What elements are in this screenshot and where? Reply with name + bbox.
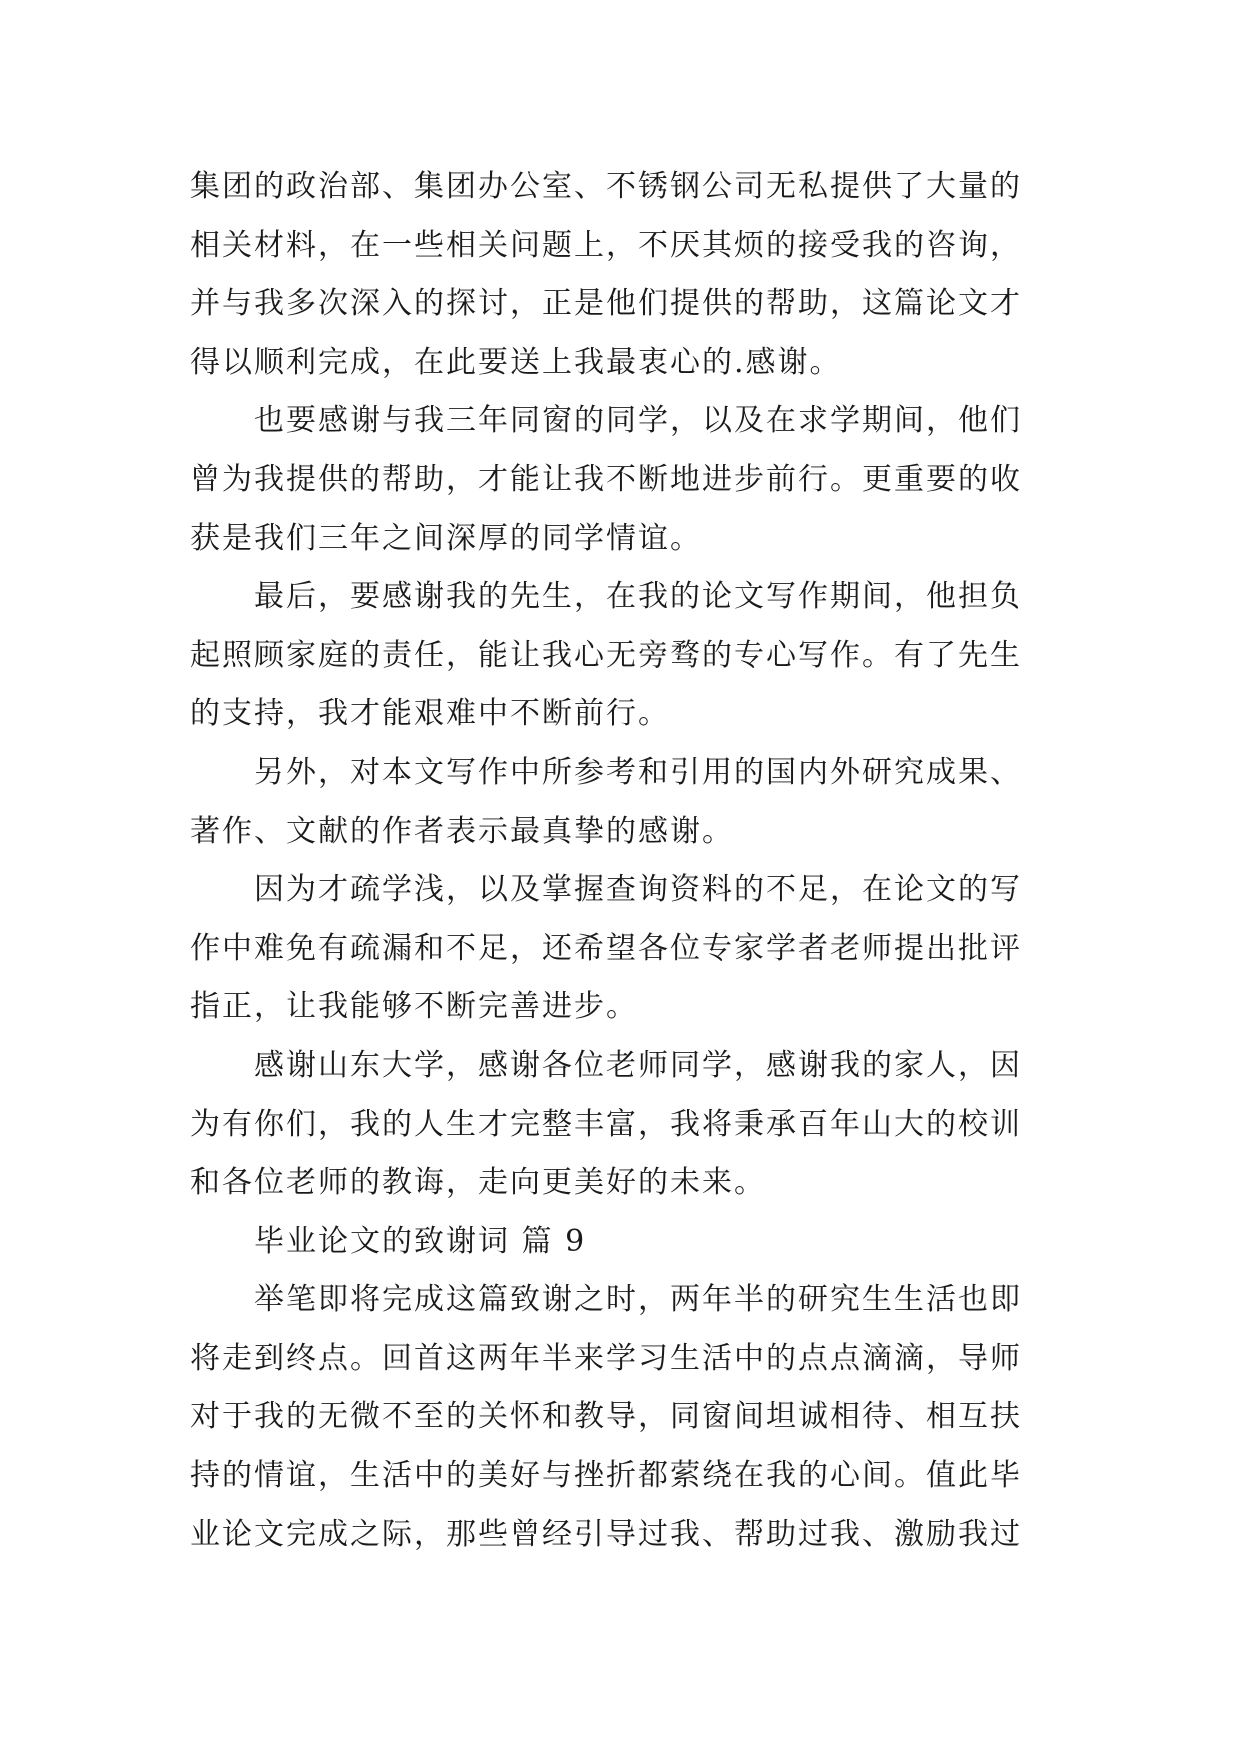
section-heading: 毕业论文的致谢词 篇 9: [254, 1223, 587, 1259]
paragraph-start-line: 举笔即将完成这篇致谢之时，两年半的研究生生活也即: [254, 1282, 1022, 1318]
text-line: 起照顾家庭的责任，能让我心无旁骛的专心写作。有了先生: [190, 637, 1022, 673]
paragraph-start-line: 另外，对本文写作中所参考和引用的国内外研究成果、: [254, 754, 1022, 790]
text-line: 持的情谊，生活中的美好与挫折都萦绕在我的心间。值此毕: [190, 1458, 1022, 1494]
text-line: 获是我们三年之间深厚的同学情谊。: [190, 520, 702, 556]
text-line: 为有你们，我的人生才完整丰富，我将秉承百年山大的校训: [190, 1106, 1022, 1142]
paragraph-start-line: 也要感谢与我三年同窗的同学，以及在求学期间，他们: [254, 403, 1022, 439]
text-line: 指正，让我能够不断完善进步。: [190, 989, 638, 1025]
text-line: 相关材料，在一些相关问题上，不厌其烦的接受我的咨询，: [190, 227, 1022, 263]
text-line: 曾为我提供的帮助，才能让我不断地进步前行。更重要的收: [190, 461, 1022, 497]
paragraph-start-line: 感谢山东大学，感谢各位老师同学，感谢我的家人，因: [254, 1047, 1022, 1083]
text-line: 著作、文献的作者表示最真挚的感谢。: [190, 813, 734, 849]
text-line: 将走到终点。回首这两年半来学习生活中的点点滴滴，导师: [190, 1340, 1022, 1376]
text-line: 和各位老师的教诲，走向更美好的未来。: [190, 1165, 766, 1201]
body-text: [190, 158, 1050, 1564]
paragraph-start-line: 因为才疏学浅，以及掌握查询资料的不足，在论文的写: [254, 872, 1022, 908]
text-line: 业论文完成之际，那些曾经引导过我、帮助过我、激励我过: [190, 1516, 1022, 1552]
text-line: 并与我多次深入的探讨，正是他们提供的帮助，这篇论文才: [190, 286, 1022, 322]
text-line: 集团的政治部、集团办公室、不锈钢公司无私提供了大量的: [190, 169, 1022, 204]
text-line: 得以顺利完成，在此要送上我最衷心的.感谢。: [190, 344, 842, 380]
paragraph-start-line: 最后，要感谢我的先生，在我的论文写作期间，他担负: [254, 579, 1022, 615]
text-line: 对于我的无微不至的关怀和教导，同窗间坦诚相待、相互扶: [190, 1399, 1022, 1435]
text-line: 的支持，我才能艰难中不断前行。: [190, 696, 670, 732]
text-line: 作中难免有疏漏和不足，还希望各位专家学者老师提出批评: [190, 930, 1022, 966]
